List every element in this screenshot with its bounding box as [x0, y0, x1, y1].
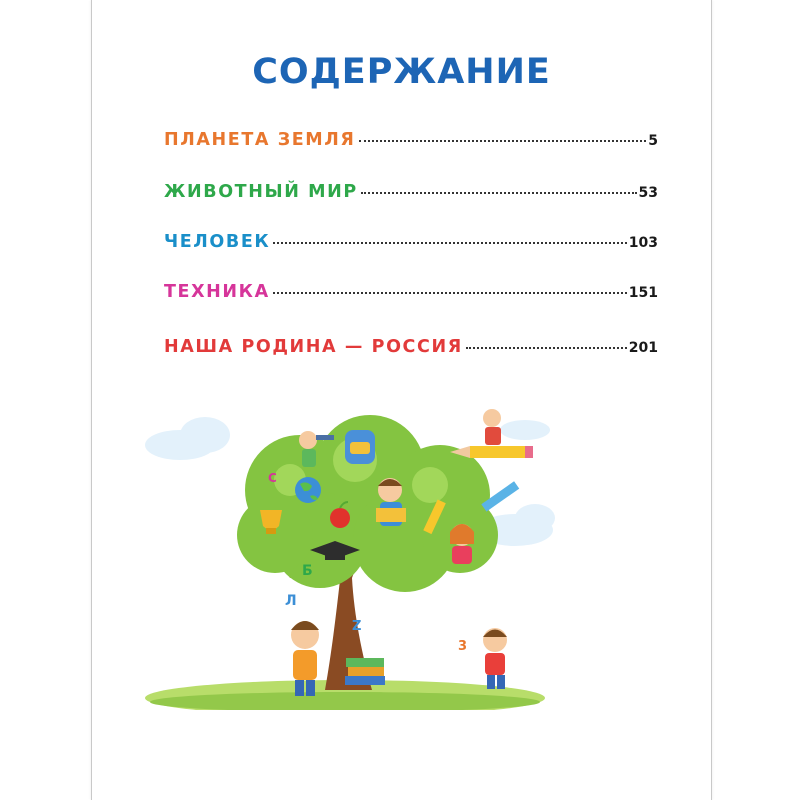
toc-entry-title: ЖИВОТНЫЙ МИР [164, 182, 358, 202]
toc-page-number: 103 [628, 235, 658, 251]
toc-page-number: 53 [638, 185, 658, 201]
toc-entry [164, 182, 658, 202]
toc-leader-dots [466, 347, 627, 349]
toc-leader-dots [273, 242, 626, 244]
floating-letter: Б [302, 563, 313, 579]
page-title: СОДЕРЖАНИЕ [252, 52, 551, 92]
toc-entry-title: ЧЕЛОВЕК [164, 232, 271, 252]
table-of-contents [164, 0, 658, 380]
toc-leader-dots [359, 140, 647, 142]
toc-entry [164, 337, 658, 357]
tree-illustration [140, 400, 560, 710]
toc-entry [164, 282, 658, 302]
toc-entry-title: НАША РОДИНА — РОССИЯ [164, 337, 463, 357]
toc-page-number: 151 [628, 285, 658, 301]
child-on-pencil-icon [483, 409, 501, 445]
toc-entry-title: ТЕХНИКА [164, 282, 270, 302]
floating-letter: C [268, 471, 277, 485]
floating-letter: Л [285, 593, 297, 609]
child-running-icon [483, 628, 507, 689]
toc-page-number: 5 [648, 133, 658, 149]
toc-leader-dots [273, 292, 627, 294]
toc-page-number: 201 [628, 340, 658, 356]
child-sitting-icon [450, 524, 474, 564]
floating-letter: 3 [458, 639, 468, 654]
toc-entry [164, 130, 658, 150]
globe-icon [295, 477, 321, 503]
toc-leader-dots [361, 192, 637, 194]
backpack-icon [345, 430, 375, 464]
toc-entry [164, 232, 658, 252]
toc-entry-title: ПЛАНЕТА ЗЕМЛЯ [164, 130, 356, 150]
book-stack-icon [345, 658, 385, 685]
floating-letter: Z [352, 619, 362, 634]
